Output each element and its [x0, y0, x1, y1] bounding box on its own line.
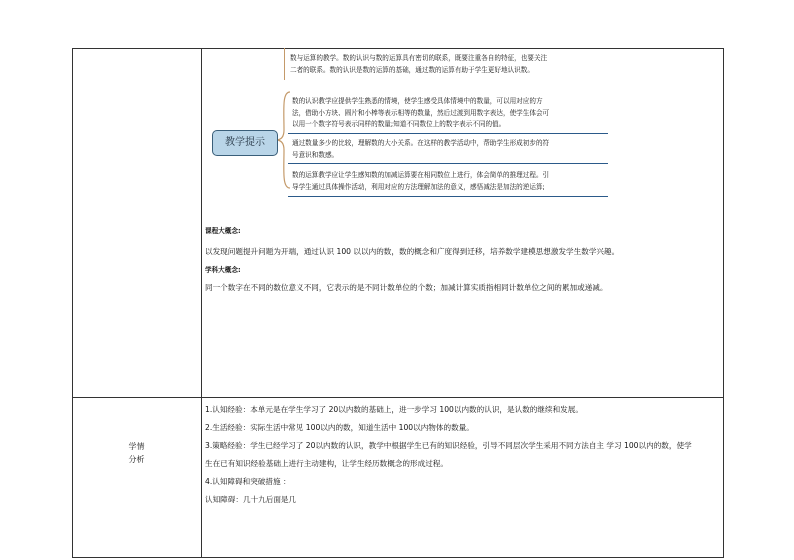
mindmap-item-line: 数的运算教学应让学生感知数的加减运算要在相同数位上进行，体会简单的推理过程。引	[292, 171, 550, 179]
analysis-label-line: 分析	[128, 455, 145, 464]
course-concept-text: 以发现问题提升问题为开端，通过认识 100 以以内的数，数的概念和广度得到迁移，培养数学建模思想激发学生数学兴趣。	[205, 247, 620, 256]
column-divider	[201, 48, 202, 558]
analysis-line: 4.认知障碍和突破措施 ：	[205, 477, 291, 486]
course-concept-label: 课程大概念:	[205, 227, 241, 235]
analysis-line: 2.生活经验：实际生活中常见 100以内的数，知道生活中 100以内物体的数量。	[205, 423, 474, 432]
analysis-label-line: 学情	[128, 442, 145, 451]
analysis-line: 生在已有知识经验基础上进行主动建构，让学生经历数概念的形成过程。	[205, 459, 448, 468]
analysis-line: 认知障碍：几十九后面是几	[205, 495, 297, 504]
analysis-line: 3.策略经验：学生已经学习了 20以内数的认识，教学中根据学生已有的知识经验，引导不同层次学生采用不同方法自主 学习 100以内的数，使学	[205, 441, 692, 450]
mindmap-item	[288, 96, 608, 134]
analysis-label	[72, 440, 201, 466]
mindmap-item	[288, 138, 608, 164]
analysis-line: 1.认知经验：本单元是在学生学习了 20以内数的基础上，进一步学习 100以内数的认识，是认数的继续和发展。	[205, 405, 583, 414]
mindmap-item-line: 数的认识教学应提供学生熟悉的情境，使学生感受具体情境中的数量，可以用对应的方	[292, 97, 543, 105]
mindmap-node-label: 教学提示	[212, 130, 278, 156]
mindmap-item-line: 法，借助小方块、圆片和小棒等表示相等的数量，然后过渡到用数字表达，使学生体会可	[292, 108, 550, 117]
top-text-line: 二者的联系。数的认识是数的运算的基础，通过数的运算有助于学生更好地认识数。	[290, 66, 534, 74]
mindmap-item-line: 导学生通过具体操作活动，利用对应的方法理解加法的意义，感悟减法是加法的逆运算;	[292, 182, 545, 191]
row-divider	[72, 397, 724, 398]
top-text-line: 数与运算的教学。数的认识与数的运算具有密切的联系，既要注重各自的特征，也要关注	[290, 54, 548, 62]
mindmap-item-line: 号意识和数感。	[292, 150, 339, 159]
subject-concept-text: 同一个数字在不同的数位意义不同，它表示的是不同计数单位的个数；加减计算实质指相同计数单位之间的累加或递减。	[205, 283, 608, 292]
mindmap-item-line: 以用一个数字符号表示同样的数量;知道不同数位上的数字表示不同的值。	[292, 120, 506, 128]
mindmap-item-line: 通过数量多少的比较，理解数的大小关系。在这样的教学活动中，帮助学生形成初步的符	[292, 139, 550, 147]
mindmap-item	[288, 170, 608, 197]
subject-concept-label: 学科大概念:	[205, 266, 241, 274]
